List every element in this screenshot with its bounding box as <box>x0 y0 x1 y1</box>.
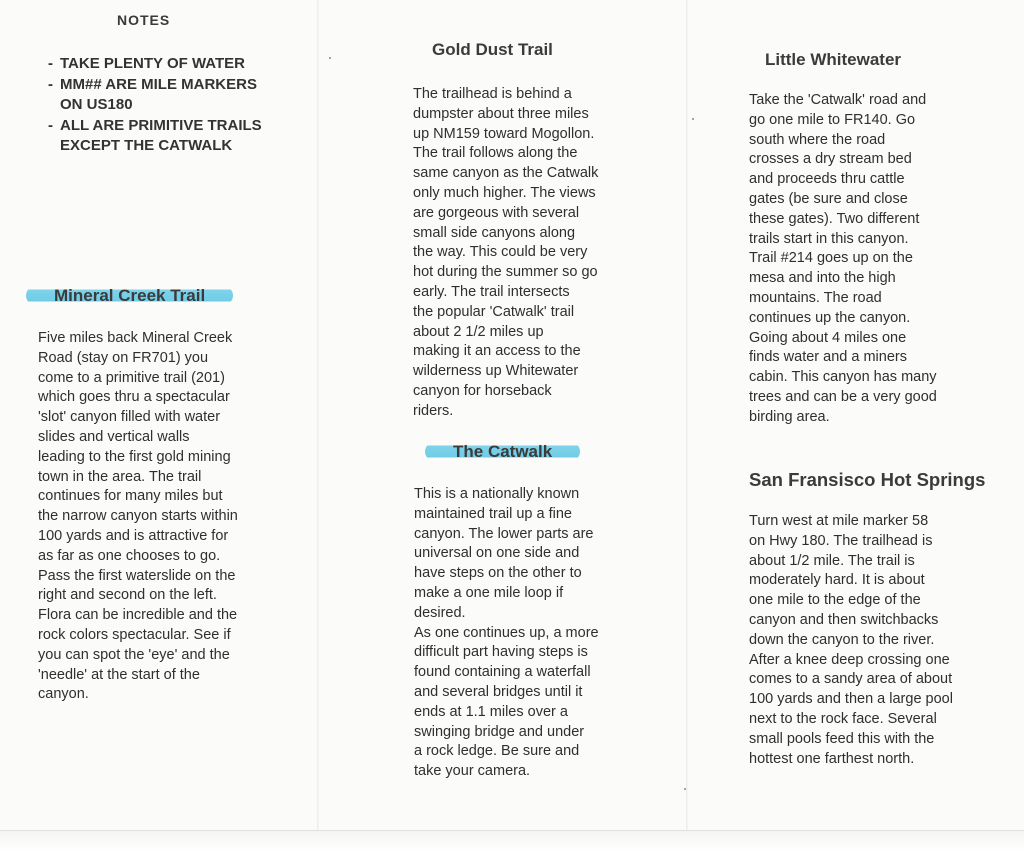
notes-list <box>48 54 262 157</box>
mineral-creek-title: Mineral Creek Trail <box>26 286 233 305</box>
mineral-creek-body: Five miles back Mineral Creek Road (stay on FR701) you come to a primitive trail (201) which goes thru a spectacular 'slot' canyon filled with water slides and vertical walls leading to the first gold mining town in the area. The trail continues for many miles but the narrow canyon starts within 100 yards and is attractive for as far as one chooses to go. Pass the first waterslide on the right and second on the left. Flora can be incredible and the rock colors spectacular. See if you can spot the 'eye' and the 'needle' at the start of the canyon. <box>38 330 238 703</box>
notes-title: NOTES <box>117 12 171 28</box>
panel-right <box>688 0 1024 850</box>
hot-springs-body: Turn west at mile marker 58 on Hwy 180. The trailhead is about 1/2 mile. The trail is moderately hard. It is about one mile to the edge of the canyon and then switchbacks down the canyon to the river. After a knee deep crossing one comes to a sandy area of about 100 yards and then a large pool next to the rock face. Several small pools feed this with the hottest one farthest north. <box>749 513 953 767</box>
catwalk-body: This is a nationally known maintained trail up a fine canyon. The lower parts are universal on one side and have steps on the other to make a one mile loop if desired. As one continues up, a more difficult part having steps is found containing a waterfall and several bridges until it ends at 1.1 miles over a swinging bridge and under a rock ledge. Be sure and take your camera. <box>414 486 599 780</box>
little-whitewater-body: Take the 'Catwalk' road and go one mile to FR140. Go south where the road crosses a dry stream bed and proceeds thru cattle gates (be sure and close these gates). Two different trails start in this canyon. Trail #214 goes up on the mesa and into the high mountains. The road continues up the canyon. Going about 4 miles one finds water and a miners cabin. This canyon has many trees and can be a very good birding area. <box>749 92 937 425</box>
panel-left <box>0 0 318 850</box>
gold-dust-body: The trailhead is behind a dumpster about three miles up NM159 toward Mogollon. The trail follows along the same canyon as the Catwalk only much higher. The views are gorgeous with several small side canyons along the way. This could be very hot during the summer so go early. The trail intersects the popular 'Catwalk' trail about 2 1/2 miles up making it an access to the wilderness up Whitewater canyon for horseback riders. <box>413 86 599 419</box>
paper-speck <box>329 57 331 59</box>
note-item-water: - TAKE PLENTY OF WATER <box>48 54 262 75</box>
gold-dust-title: Gold Dust Trail <box>432 40 553 59</box>
note-item-primitive-trails: - ALL ARE PRIMITIVE TRAILS EXCEPT THE CATWALK <box>48 116 262 157</box>
paper-speck <box>692 118 694 120</box>
catwalk-title: The Catwalk <box>425 442 580 461</box>
mineral-creek-heading <box>26 286 233 306</box>
catwalk-heading <box>425 442 580 462</box>
note-item-mile-markers: - MM## ARE MILE MARKERS ON US180 <box>48 75 262 116</box>
hot-springs-title: San Fransisco Hot Springs <box>749 469 986 490</box>
little-whitewater-title: Little Whitewater <box>765 50 902 69</box>
paper-speck <box>684 788 686 790</box>
panel-middle <box>318 0 688 850</box>
